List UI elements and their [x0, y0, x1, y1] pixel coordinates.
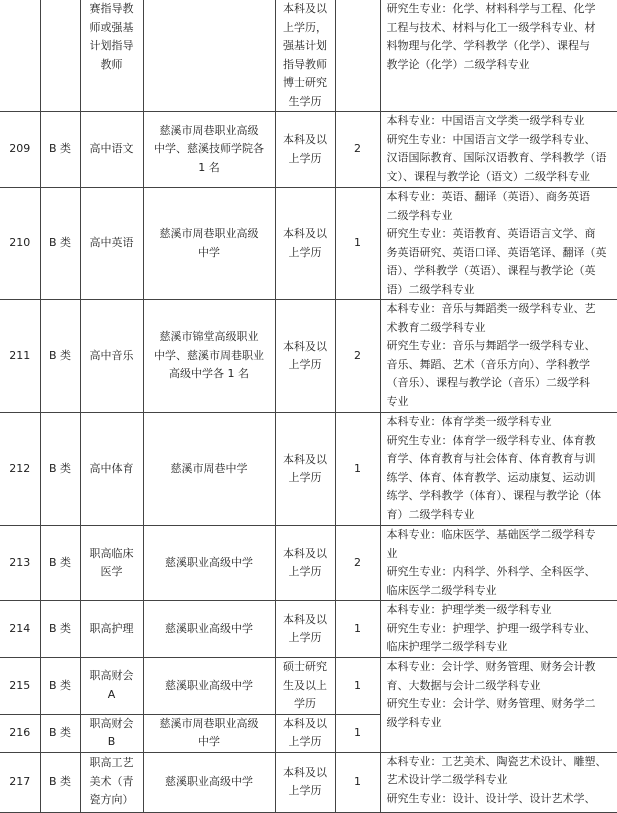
major-requirements: 本科专业：音乐与舞蹈类一级学科专业、艺 术教育二级学科专业 研究生专业：音乐与舞蹈学一级学科专业、 音乐、舞蹈、艺术（音乐方向）、学科教学 （音乐）、课程与教学论（音乐）二级学科 专业 [380, 300, 617, 413]
employer-unit [143, 0, 275, 112]
major-requirements: 本科专业：临床医学、基础医学二级学科专 业 研究生专业：内科学、外科学、全科医学、 临床医学二级学科专业 [380, 526, 617, 601]
major-requirements: 本科专业：中国语言文学类一级学科专业 研究生专业：中国语言文学一级学科专业、 汉语国际教育、国际汉语教育、学科教学（语 文）、课程与教学论（语文）二级学科专业 [380, 112, 617, 188]
position-name: 高中语文 [80, 112, 143, 188]
category-type: B 类 [40, 752, 80, 812]
hiring-count: 2 [335, 526, 380, 601]
row-number: 216 [0, 714, 40, 752]
position-name: 高中体育 [80, 413, 143, 526]
hiring-count: 1 [335, 413, 380, 526]
major-requirements: 本科专业：会计学、财务管理、财务会计教 育、大数据与会计二级学科专业 研究生专业：会计学、财务管理、财务学二 级学科专业 [380, 658, 617, 753]
hiring-count: 1 [335, 601, 380, 658]
table-row [0, 601, 617, 658]
position-name: 赛指导教 师或强基 计划指导 教师 [80, 0, 143, 112]
employer-unit: 慈溪市周巷职业高级 中学、慈溪技师学院各 1 名 [143, 112, 275, 188]
employer-unit: 慈溪市锦堂高级职业 中学、慈溪市周巷职业 高级中学各 1 名 [143, 300, 275, 413]
category-type: B 类 [40, 112, 80, 188]
row-number: 209 [0, 112, 40, 188]
row-number: 213 [0, 526, 40, 601]
hiring-count: 1 [335, 658, 380, 715]
row-number [0, 0, 40, 112]
hiring-count: 2 [335, 300, 380, 413]
education-requirement: 本科及以 上学历 [275, 188, 335, 300]
table-row [0, 300, 617, 413]
major-requirements: 本科专业：工艺美术、陶瓷艺术设计、雕塑、 艺术设计学二级学科专业 研究生专业：设计、设计学、设计艺术学、 [380, 752, 617, 812]
major-requirements: 研究生专业：化学、材料科学与工程、化学 工程与技术、材料与化工一级学科专业、材 料物理与化学、学科教学（化学）、课程与 教学论（化学）二级学科专业 [380, 0, 617, 112]
category-type: B 类 [40, 658, 80, 715]
education-requirement: 本科及以 上学历 [275, 300, 335, 413]
table-row [0, 0, 617, 112]
row-number: 211 [0, 300, 40, 413]
hiring-count: 1 [335, 188, 380, 300]
category-type: B 类 [40, 188, 80, 300]
employer-unit: 慈溪市周巷中学 [143, 413, 275, 526]
hiring-count: 1 [335, 752, 380, 812]
row-number: 210 [0, 188, 40, 300]
education-requirement: 本科及以 上学历 [275, 413, 335, 526]
major-requirements: 本科专业：英语、翻译（英语）、商务英语 二级学科专业 研究生专业：英语教育、英语语言文学、商 务英语研究、英语口译、英语笔译、翻译（英 语）、学科教学（英语）、课程与教学论（英 语）二级学科专业 [380, 188, 617, 300]
row-number: 215 [0, 658, 40, 715]
employer-unit: 慈溪职业高级中学 [143, 526, 275, 601]
employer-unit: 慈溪职业高级中学 [143, 752, 275, 812]
position-name: 职高临床 医学 [80, 526, 143, 601]
employer-unit: 慈溪职业高级中学 [143, 658, 275, 715]
category-type [40, 0, 80, 112]
position-name: 高中英语 [80, 188, 143, 300]
category-type: B 类 [40, 300, 80, 413]
education-requirement: 本科及以 上学历 [275, 601, 335, 658]
table-row [0, 188, 617, 300]
table-row [0, 112, 617, 188]
education-requirement: 本科及以 上学历， 强基计划 指导教师 博士研究 生学历 [275, 0, 335, 112]
row-number: 212 [0, 413, 40, 526]
hiring-count: 2 [335, 112, 380, 188]
hiring-count [335, 0, 380, 112]
education-requirement: 本科及以 上学历 [275, 526, 335, 601]
major-requirements: 本科专业：体育学类一级学科专业 研究生专业：体育学一级学科专业、体育教 育学、体育教育与社会体育、体育教育与训 练学、体育、体育教学、运动康复、运动训 练学、学科教学（体育）、课程与教学论（体 育）二级学科专业 [380, 413, 617, 526]
hiring-count: 1 [335, 714, 380, 752]
row-number: 214 [0, 601, 40, 658]
table-row [0, 658, 617, 715]
category-type: B 类 [40, 601, 80, 658]
education-requirement: 本科及以 上学历 [275, 112, 335, 188]
table-row [0, 413, 617, 526]
position-name: 职高工艺 美术（青 瓷方向） [80, 752, 143, 812]
category-type: B 类 [40, 413, 80, 526]
education-requirement: 本科及以 上学历 [275, 752, 335, 812]
education-requirement: 本科及以 上学历 [275, 714, 335, 752]
table-row [0, 752, 617, 812]
employer-unit: 慈溪职业高级中学 [143, 601, 275, 658]
position-name: 职高财会 A [80, 658, 143, 715]
category-type: B 类 [40, 714, 80, 752]
major-requirements: 本科专业：护理学类一级学科专业 研究生专业：护理学、护理一级学科专业、 临床护理学二级学科专业 [380, 601, 617, 658]
row-number: 217 [0, 752, 40, 812]
table-row [0, 526, 617, 601]
category-type: B 类 [40, 526, 80, 601]
employer-unit: 慈溪市周巷职业高级 中学 [143, 714, 275, 752]
position-name: 高中音乐 [80, 300, 143, 413]
position-name: 职高财会 B [80, 714, 143, 752]
position-name: 职高护理 [80, 601, 143, 658]
education-requirement: 硕士研究 生及以上 学历 [275, 658, 335, 715]
employer-unit: 慈溪市周巷职业高级 中学 [143, 188, 275, 300]
